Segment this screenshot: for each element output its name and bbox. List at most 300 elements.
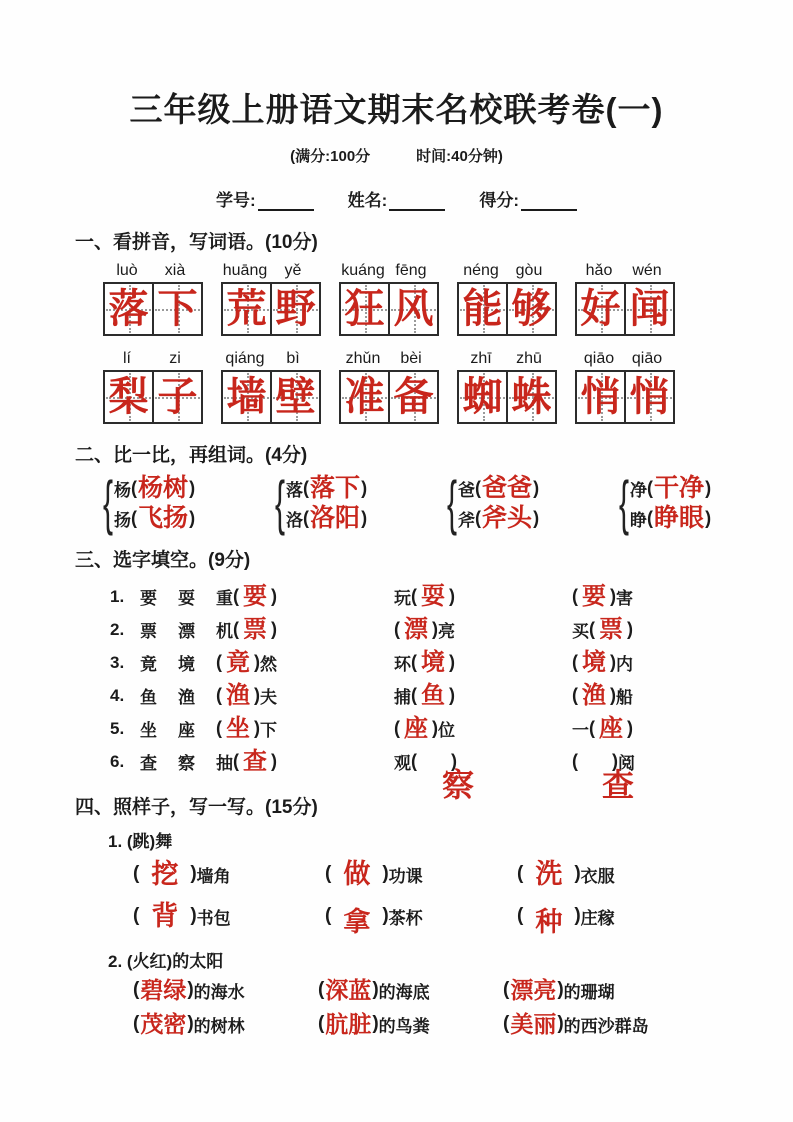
close-paren: ) xyxy=(557,979,564,1000)
open-paren: ( xyxy=(572,751,578,771)
verb-item xyxy=(517,853,709,895)
tianzige-cell xyxy=(506,284,555,334)
answer-character: 备 xyxy=(393,375,434,419)
close-paren: ) xyxy=(187,1013,194,1034)
choice-character: 漂 xyxy=(178,622,195,641)
tianzige-box xyxy=(575,282,675,336)
item-prefix: 捕 xyxy=(394,688,411,707)
choice-character: 要 xyxy=(140,589,157,608)
fill-in-section xyxy=(0,580,793,803)
choice-character: 耍 xyxy=(178,589,195,608)
fill-item xyxy=(572,617,750,642)
close-paren: ) xyxy=(627,718,633,738)
brace-icon: { xyxy=(103,469,114,536)
item-prefix: 重 xyxy=(216,589,233,608)
base-character: 落 xyxy=(286,480,304,500)
example-1: 1. (跳)舞 xyxy=(108,831,173,851)
pinyin-labels xyxy=(339,262,439,280)
tianzige-cell xyxy=(624,372,673,422)
fill-row xyxy=(110,712,793,745)
tianzige-box xyxy=(457,370,557,424)
open-paren: ( xyxy=(411,652,417,672)
close-paren: ) xyxy=(254,685,260,705)
open-paren: ( xyxy=(572,586,578,606)
item-suffix: 书包 xyxy=(196,908,231,928)
open-paren: ( xyxy=(303,507,310,528)
row-number: 4. xyxy=(110,685,125,705)
pinyin-syllable: yě xyxy=(284,262,302,279)
pinyin-word-block xyxy=(339,262,439,336)
adjective-row-2 xyxy=(133,1007,793,1041)
close-paren: ) xyxy=(449,652,455,672)
base-character: 斧 xyxy=(458,510,476,530)
close-paren: ) xyxy=(382,863,389,884)
answer-character: 蛛 xyxy=(511,375,552,419)
item-prefix: 抽 xyxy=(216,754,233,773)
open-paren: ( xyxy=(325,905,332,926)
pinyin-syllable: wén xyxy=(632,262,662,279)
fill-item xyxy=(572,683,750,708)
close-paren: ) xyxy=(557,1013,564,1034)
answer-character: 查 xyxy=(602,767,635,803)
close-paren: ) xyxy=(449,586,455,606)
item-prefix: 观 xyxy=(394,754,411,773)
base-character: 睁 xyxy=(630,510,648,530)
close-paren: ) xyxy=(254,718,260,738)
pinyin-word-block xyxy=(575,262,675,336)
tianzige-cell xyxy=(577,284,624,334)
choice-character: 渔 xyxy=(178,688,195,707)
fill-row xyxy=(110,646,793,679)
open-paren: ( xyxy=(216,718,222,738)
close-paren: ) xyxy=(382,905,389,926)
open-paren: ( xyxy=(503,1013,510,1034)
pinyin-word-row-1 xyxy=(103,262,793,336)
pinyin-syllable: lí xyxy=(123,350,131,367)
answer-word: 杨树 xyxy=(138,473,189,502)
item-suffix: 下 xyxy=(260,721,277,740)
answer-word: 洛阳 xyxy=(310,503,361,532)
answer-character: 渔 xyxy=(226,681,250,709)
student-score-label: 得分: xyxy=(479,191,519,210)
compare-group xyxy=(98,469,246,536)
open-paren: ( xyxy=(133,905,140,926)
page-title: 三年级上册语文期末名校联考卷(一) xyxy=(129,91,664,128)
answer-character: 做 xyxy=(343,858,371,889)
item-suffix: 的树林 xyxy=(193,1016,245,1036)
tianzige-box xyxy=(457,282,557,336)
pinyin-word-block xyxy=(457,262,557,336)
close-paren: ) xyxy=(190,863,197,884)
answer-word: 斧头 xyxy=(482,503,533,532)
open-paren: ( xyxy=(475,507,482,528)
item-prefix: 机 xyxy=(216,622,233,641)
pinyin-syllable: zhī xyxy=(470,350,492,367)
close-paren: ) xyxy=(533,507,540,528)
fill-item xyxy=(572,584,750,609)
row-number: 3. xyxy=(110,652,125,672)
open-paren: ( xyxy=(517,863,524,884)
item-prefix: 玩 xyxy=(394,589,411,608)
answer-word: 深蓝 xyxy=(325,976,372,1003)
fill-item xyxy=(572,650,750,675)
brace-icon: { xyxy=(619,469,630,536)
item-suffix: 庄稼 xyxy=(580,908,615,928)
open-paren: ( xyxy=(394,718,400,738)
pinyin-syllable: hǎo xyxy=(585,262,613,279)
full-score-label: (满分:100分 xyxy=(290,148,371,165)
close-paren: ) xyxy=(612,751,618,771)
close-paren: ) xyxy=(610,685,616,705)
close-paren: ) xyxy=(705,477,712,498)
pinyin-labels xyxy=(103,350,203,368)
item-suffix: 的珊瑚 xyxy=(563,982,615,1002)
item-suffix: 亮 xyxy=(438,622,455,641)
fill-item xyxy=(394,683,572,708)
pinyin-labels xyxy=(457,262,557,280)
answer-character: 落 xyxy=(108,287,149,331)
answer-character: 悄 xyxy=(629,375,670,419)
answer-character: 竟 xyxy=(226,648,250,676)
open-paren: ( xyxy=(303,477,310,498)
open-paren: ( xyxy=(233,619,239,639)
pinyin-word-block xyxy=(221,350,321,424)
time-limit-label: 时间:40分钟) xyxy=(416,148,503,165)
answer-character: 能 xyxy=(462,287,503,331)
close-paren: ) xyxy=(610,586,616,606)
choice-character: 境 xyxy=(178,655,195,674)
pinyin-syllable: zhū xyxy=(516,350,542,367)
tianzige-cell xyxy=(223,284,270,334)
tianzige-cell xyxy=(388,284,437,334)
tianzige-box xyxy=(221,282,321,336)
answer-character: 坐 xyxy=(226,714,250,742)
open-paren: ( xyxy=(233,586,239,606)
verb-item xyxy=(133,895,325,937)
compare-line xyxy=(114,473,195,503)
pinyin-word-block xyxy=(221,262,321,336)
answer-character: 壁 xyxy=(275,375,316,419)
pinyin-labels xyxy=(221,262,321,280)
pinyin-syllable: gòu xyxy=(515,262,543,279)
close-paren: ) xyxy=(271,619,277,639)
compare-line xyxy=(458,503,539,533)
tianzige-cell xyxy=(459,284,506,334)
pinyin-word-block xyxy=(457,350,557,424)
brace-icon: { xyxy=(447,469,458,536)
answer-character: 漂 xyxy=(404,615,428,643)
tianzige-box xyxy=(339,282,439,336)
answer-character: 拿 xyxy=(343,906,371,937)
fill-item xyxy=(394,650,572,675)
close-paren: ) xyxy=(574,905,581,926)
close-paren: ) xyxy=(449,685,455,705)
tianzige-cell xyxy=(341,284,388,334)
answer-word: 睁眼 xyxy=(654,503,705,532)
pinyin-syllable: kuáng xyxy=(341,262,385,279)
fill-item xyxy=(216,617,394,642)
close-paren: ) xyxy=(361,477,368,498)
brace-icon: { xyxy=(275,469,286,536)
open-paren: ( xyxy=(647,477,654,498)
item-suffix: 衣服 xyxy=(580,866,615,886)
verb-item xyxy=(133,853,325,895)
section-2-heading: 二、比一比，再组词。(4分) xyxy=(75,445,308,466)
open-paren: ( xyxy=(325,863,332,884)
pinyin-syllable: bì xyxy=(286,350,300,367)
answer-character: 野 xyxy=(275,287,316,331)
student-id-label: 学号: xyxy=(215,191,256,210)
open-paren: ( xyxy=(411,685,417,705)
student-info xyxy=(0,186,793,211)
answer-character: 悄 xyxy=(580,375,621,419)
answer-character: 梨 xyxy=(108,375,149,419)
close-paren: ) xyxy=(432,619,438,639)
fill-item xyxy=(394,716,572,741)
answer-word: 茂密 xyxy=(140,1010,187,1037)
close-paren: ) xyxy=(372,979,379,1000)
fill-row xyxy=(110,580,793,613)
open-paren: ( xyxy=(318,1013,325,1034)
answer-word: 碧绿 xyxy=(140,976,187,1003)
open-paren: ( xyxy=(411,751,417,771)
compare-line xyxy=(286,503,367,533)
tianzige-cell xyxy=(105,284,152,334)
base-character: 洛 xyxy=(286,510,304,530)
fill-item xyxy=(394,749,572,803)
fill-row xyxy=(110,679,793,712)
tianzige-box xyxy=(103,282,203,336)
item-suffix: 阅 xyxy=(618,754,635,773)
item-suffix: 的西沙群岛 xyxy=(563,1016,649,1036)
item-suffix: 然 xyxy=(260,655,277,674)
answer-word: 爸爸 xyxy=(482,473,533,502)
answer-character: 下 xyxy=(157,287,198,331)
pinyin-syllable: qiáng xyxy=(225,350,265,367)
pinyin-syllable: bèi xyxy=(400,350,422,367)
answer-character: 票 xyxy=(599,615,623,643)
fill-item xyxy=(216,683,394,708)
base-character: 杨 xyxy=(114,480,132,500)
pinyin-labels xyxy=(457,350,557,368)
student-score-blank xyxy=(521,206,577,211)
base-character: 净 xyxy=(630,480,648,500)
tianzige-cell xyxy=(105,372,152,422)
close-paren: ) xyxy=(190,905,197,926)
close-paren: ) xyxy=(187,979,194,1000)
answer-character: 耍 xyxy=(421,582,445,610)
item-suffix: 的海水 xyxy=(193,982,245,1002)
pinyin-labels xyxy=(221,350,321,368)
open-paren: ( xyxy=(517,905,524,926)
answer-character: 察 xyxy=(442,767,475,803)
open-paren: ( xyxy=(589,718,595,738)
item-suffix: 茶杯 xyxy=(388,908,423,928)
compare-line xyxy=(286,473,367,503)
close-paren: ) xyxy=(254,652,260,672)
pinyin-syllable: xià xyxy=(164,262,186,279)
fill-item xyxy=(216,716,394,741)
fill-item xyxy=(394,617,572,642)
pinyin-syllable: néng xyxy=(463,262,499,279)
answer-character: 座 xyxy=(599,714,623,742)
compare-line xyxy=(458,473,539,503)
choice-character: 坐 xyxy=(140,721,157,740)
open-paren: ( xyxy=(411,586,417,606)
open-paren: ( xyxy=(216,652,222,672)
adjective-item xyxy=(318,1007,503,1041)
student-id-blank xyxy=(258,206,314,211)
choice-character: 查 xyxy=(140,754,157,773)
answer-character: 够 xyxy=(511,287,552,331)
section-3-heading: 三、选字填空。(9分) xyxy=(75,550,251,571)
tianzige-cell xyxy=(624,284,673,334)
answer-character: 座 xyxy=(404,714,428,742)
pinyin-labels xyxy=(575,262,675,280)
pinyin-syllable: qiāo xyxy=(631,350,663,367)
verb-row-2 xyxy=(133,895,793,937)
section-4-heading: 四、照样子，写一写。(15分) xyxy=(75,797,318,818)
pinyin-syllable: huāng xyxy=(222,262,268,279)
student-score-field xyxy=(479,186,577,211)
item-prefix: 买 xyxy=(572,622,589,641)
adjective-row-1 xyxy=(133,973,793,1007)
answer-character: 种 xyxy=(535,906,563,937)
pinyin-labels xyxy=(103,262,203,280)
compare-group xyxy=(442,469,590,536)
student-name-field xyxy=(348,186,446,211)
answer-character: 要 xyxy=(582,582,606,610)
open-paren: ( xyxy=(318,979,325,1000)
open-paren: ( xyxy=(572,652,578,672)
pinyin-syllable: zhǔn xyxy=(345,350,381,367)
close-paren: ) xyxy=(271,586,277,606)
item-suffix: 的鸟粪 xyxy=(378,1016,430,1036)
adjective-item xyxy=(133,1007,318,1041)
row-number: 6. xyxy=(110,751,125,771)
tianzige-cell xyxy=(388,372,437,422)
fill-item xyxy=(216,650,394,675)
fill-item xyxy=(572,749,750,803)
open-paren: ( xyxy=(133,1013,140,1034)
row-number: 2. xyxy=(110,619,125,639)
answer-word: 干净 xyxy=(654,473,705,502)
answer-character: 荒 xyxy=(226,287,267,331)
answer-word: 漂亮 xyxy=(510,976,557,1003)
choice-character: 察 xyxy=(178,754,195,773)
answer-character: 好 xyxy=(580,287,621,331)
tianzige-box xyxy=(339,370,439,424)
tianzige-cell xyxy=(506,372,555,422)
verb-item xyxy=(325,853,517,895)
item-prefix: 一 xyxy=(572,721,589,740)
item-suffix: 位 xyxy=(438,721,455,740)
answer-character: 狂 xyxy=(344,287,385,331)
answer-word: 落下 xyxy=(310,473,361,502)
pinyin-syllable: luò xyxy=(116,262,138,279)
student-id-field xyxy=(216,186,314,211)
tianzige-box xyxy=(575,370,675,424)
verb-item xyxy=(325,895,517,937)
tianzige-cell xyxy=(152,372,201,422)
row-number: 5. xyxy=(110,718,125,738)
close-paren: ) xyxy=(372,1013,379,1034)
pinyin-word-block xyxy=(103,262,203,336)
adjective-item xyxy=(133,973,318,1007)
adjective-item xyxy=(503,973,688,1007)
choice-character: 竟 xyxy=(140,655,157,674)
answer-character: 渔 xyxy=(582,681,606,709)
pinyin-syllable: fēng xyxy=(395,262,427,279)
compare-line xyxy=(630,503,711,533)
tianzige-cell xyxy=(152,284,201,334)
item-suffix: 功课 xyxy=(388,866,423,886)
answer-character: 子 xyxy=(157,375,198,419)
item-suffix: 墙角 xyxy=(196,866,231,886)
open-paren: ( xyxy=(133,863,140,884)
choice-character: 座 xyxy=(178,721,195,740)
fill-item xyxy=(394,584,572,609)
tianzige-box xyxy=(103,370,203,424)
item-suffix: 害 xyxy=(616,589,633,608)
adjective-item xyxy=(318,973,503,1007)
answer-word: 肮脏 xyxy=(325,1010,372,1037)
item-suffix: 夫 xyxy=(260,688,277,707)
answer-character: 境 xyxy=(582,648,606,676)
close-paren: ) xyxy=(271,751,277,771)
row-number: 1. xyxy=(110,586,125,606)
open-paren: ( xyxy=(503,979,510,1000)
answer-character: 风 xyxy=(393,287,434,331)
answer-character: 鱼 xyxy=(421,681,445,709)
close-paren: ) xyxy=(533,477,540,498)
open-paren: ( xyxy=(131,477,138,498)
student-name-blank xyxy=(389,206,445,211)
close-paren: ) xyxy=(361,507,368,528)
answer-character: 闻 xyxy=(629,287,670,331)
close-paren: ) xyxy=(432,718,438,738)
open-paren: ( xyxy=(647,507,654,528)
student-name-label: 姓名: xyxy=(347,191,388,210)
answer-character: 洗 xyxy=(535,858,563,889)
answer-word: 飞扬 xyxy=(138,503,189,532)
fill-item xyxy=(572,716,750,741)
answer-character: 查 xyxy=(243,747,267,775)
item-suffix: 内 xyxy=(616,655,633,674)
answer-word: 美丽 xyxy=(510,1010,557,1037)
fill-item xyxy=(216,749,394,774)
open-paren: ( xyxy=(394,619,400,639)
close-paren: ) xyxy=(189,477,196,498)
choice-character: 票 xyxy=(140,622,157,641)
answer-character: 票 xyxy=(243,615,267,643)
pinyin-labels xyxy=(575,350,675,368)
item-suffix: 的海底 xyxy=(378,982,430,1002)
close-paren: ) xyxy=(451,751,457,771)
verb-row-1 xyxy=(133,853,793,895)
answer-character: 挖 xyxy=(151,858,179,889)
pinyin-word-block xyxy=(103,350,203,424)
tianzige-cell xyxy=(270,284,319,334)
open-paren: ( xyxy=(216,685,222,705)
pinyin-syllable: qiāo xyxy=(583,350,615,367)
open-paren: ( xyxy=(475,477,482,498)
fill-row xyxy=(110,745,793,803)
base-character: 扬 xyxy=(114,510,132,530)
pinyin-syllable: zi xyxy=(169,350,181,367)
tianzige-box xyxy=(221,370,321,424)
compare-group xyxy=(270,469,418,536)
